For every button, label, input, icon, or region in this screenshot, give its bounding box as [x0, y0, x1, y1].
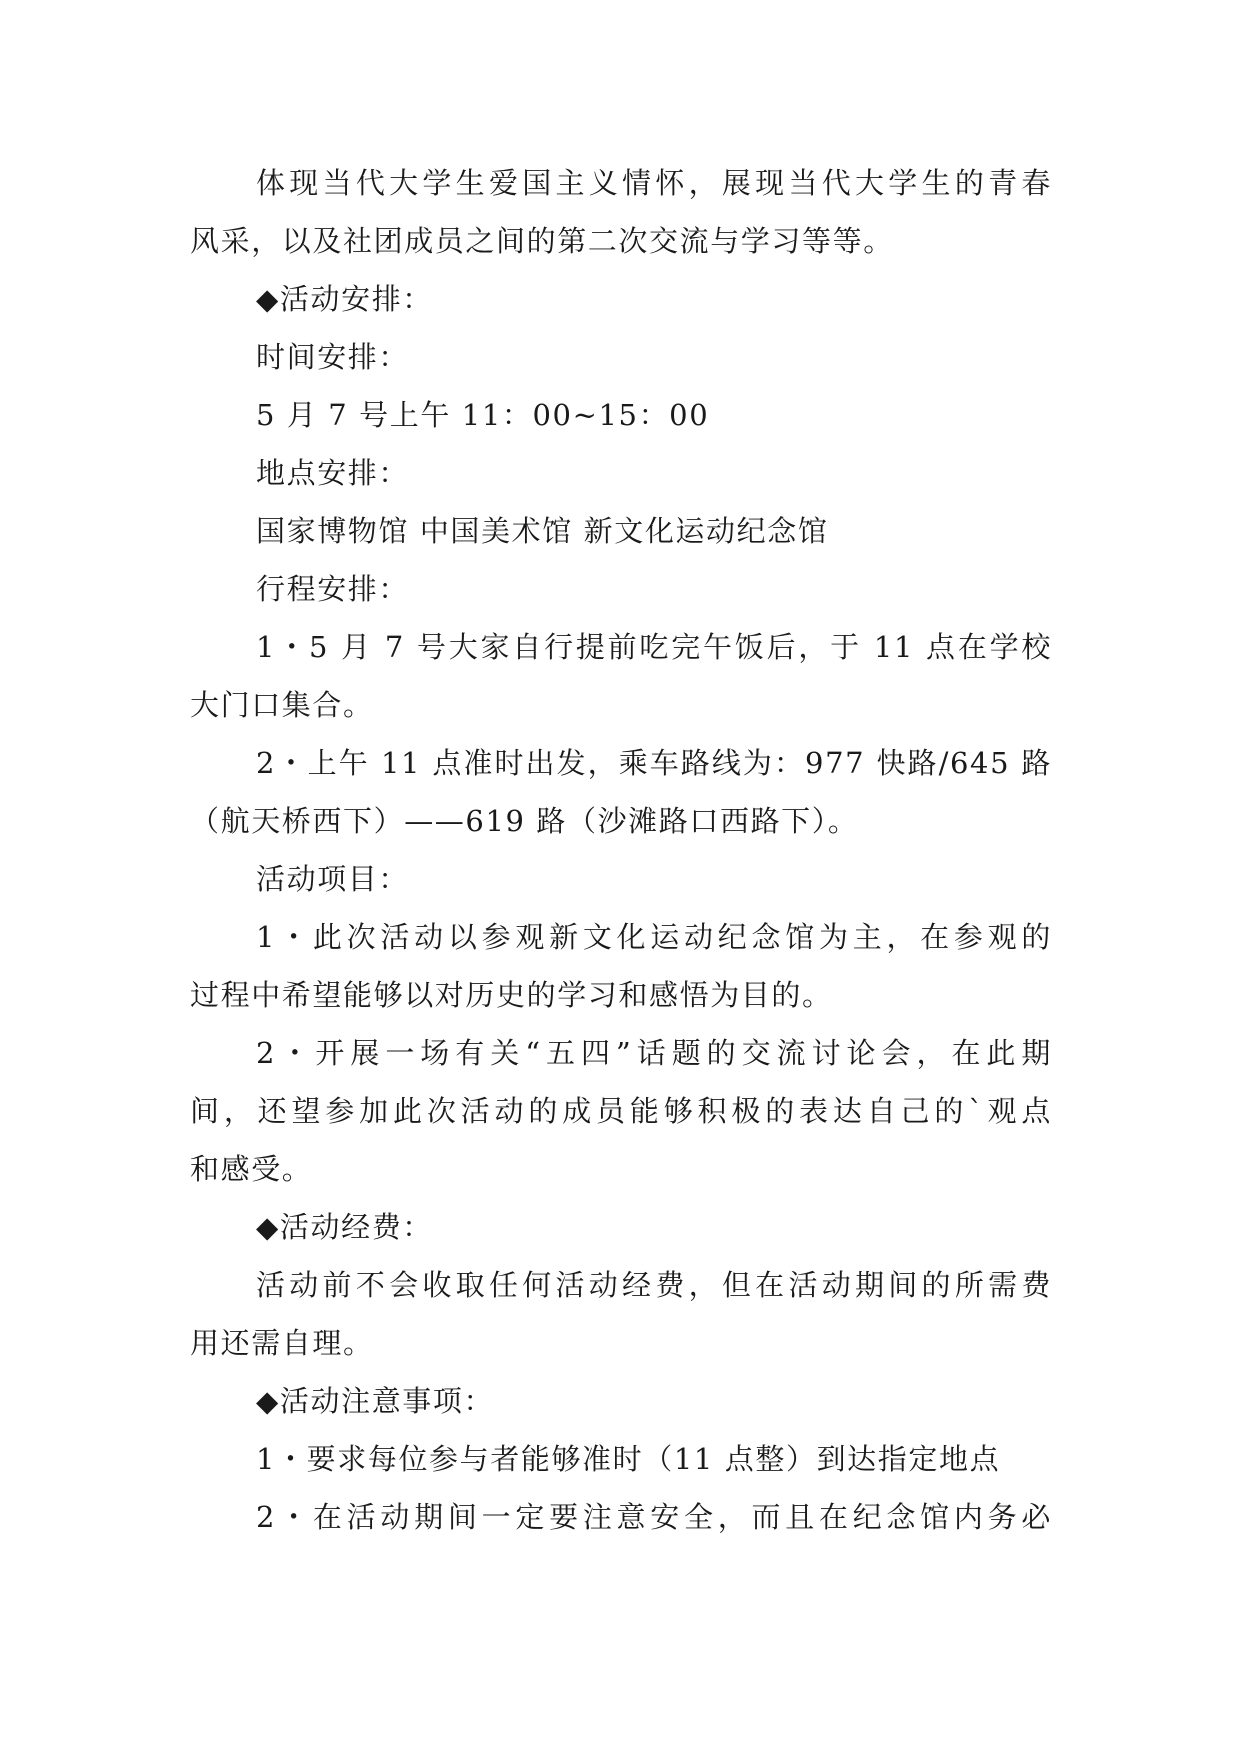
line-text: 2・在活动期间一定要注意安全，而且在纪念馆内务必 — [256, 1500, 1052, 1534]
line-text: 行程安排： — [256, 572, 410, 606]
paragraph-line — [190, 966, 1052, 1024]
line-text: 2・开展一场有关“五四”话题的交流讨论会，在此期 — [256, 1036, 1052, 1070]
paragraph-line — [190, 1256, 1052, 1314]
paragraph-line — [190, 908, 1052, 966]
line-text: 1・要求每位参与者能够准时（11 点整）到达指定地点 — [256, 1442, 1001, 1476]
line-text: 间，还望参加此次活动的成员能够积极的表达自己的`观点 — [190, 1094, 1052, 1128]
line-text: 大门口集合。 — [190, 688, 374, 722]
line-text: 1・此次活动以参观新文化运动纪念馆为主，在参观的 — [256, 920, 1052, 954]
subheading-time — [190, 328, 1052, 386]
paragraph-line — [190, 1314, 1052, 1372]
line-text: ◆活动注意事项： — [256, 1384, 495, 1418]
paragraph-line — [190, 1488, 1052, 1546]
paragraph-line — [190, 1024, 1052, 1082]
paragraph-line — [190, 386, 1052, 444]
paragraph-line — [190, 792, 1052, 850]
section-heading-schedule — [190, 270, 1052, 328]
line-text: 活动项目： — [256, 862, 410, 896]
section-heading-funding — [190, 1198, 1052, 1256]
section-heading-notes — [190, 1372, 1052, 1430]
line-text: 2・上午 11 点准时出发，乘车路线为：977 快路/645 路 — [256, 746, 1052, 780]
subheading-itinerary — [190, 560, 1052, 618]
paragraph-line — [190, 154, 1052, 212]
paragraph-line — [190, 1082, 1052, 1140]
paragraph-line — [190, 1140, 1052, 1198]
line-text: 地点安排： — [256, 456, 410, 490]
paragraph-line — [190, 212, 1052, 270]
line-text: 5 月 7 号上午 11：00~15：00 — [256, 398, 710, 432]
line-text: 和感受。 — [190, 1152, 313, 1186]
paragraph-line — [190, 734, 1052, 792]
paragraph-line — [190, 676, 1052, 734]
line-text: ◆活动安排： — [256, 282, 433, 316]
paragraph-line — [190, 1430, 1052, 1488]
line-text: 风采，以及社团成员之间的第二次交流与学习等等。 — [190, 224, 894, 258]
document-body — [190, 154, 1052, 1546]
line-text: 国家博物馆 中国美术馆 新文化运动纪念馆 — [256, 514, 829, 548]
line-text: ◆活动经费： — [256, 1210, 433, 1244]
line-text: （航天桥西下）——619 路（沙滩路口西路下）。 — [190, 804, 859, 838]
line-text: 1・5 月 7 号大家自行提前吃完午饭后，于 11 点在学校 — [256, 630, 1052, 664]
line-text: 体现当代大学生爱国主义情怀，展现当代大学生的青春 — [256, 166, 1052, 200]
subheading-activities — [190, 850, 1052, 908]
line-text: 用还需自理。 — [190, 1326, 374, 1360]
subheading-location — [190, 444, 1052, 502]
line-text: 活动前不会收取任何活动经费，但在活动期间的所需费 — [256, 1268, 1052, 1302]
line-text: 时间安排： — [256, 340, 410, 374]
paragraph-line — [190, 502, 1052, 560]
paragraph-line — [190, 618, 1052, 676]
line-text: 过程中希望能够以对历史的学习和感悟为目的。 — [190, 978, 833, 1012]
